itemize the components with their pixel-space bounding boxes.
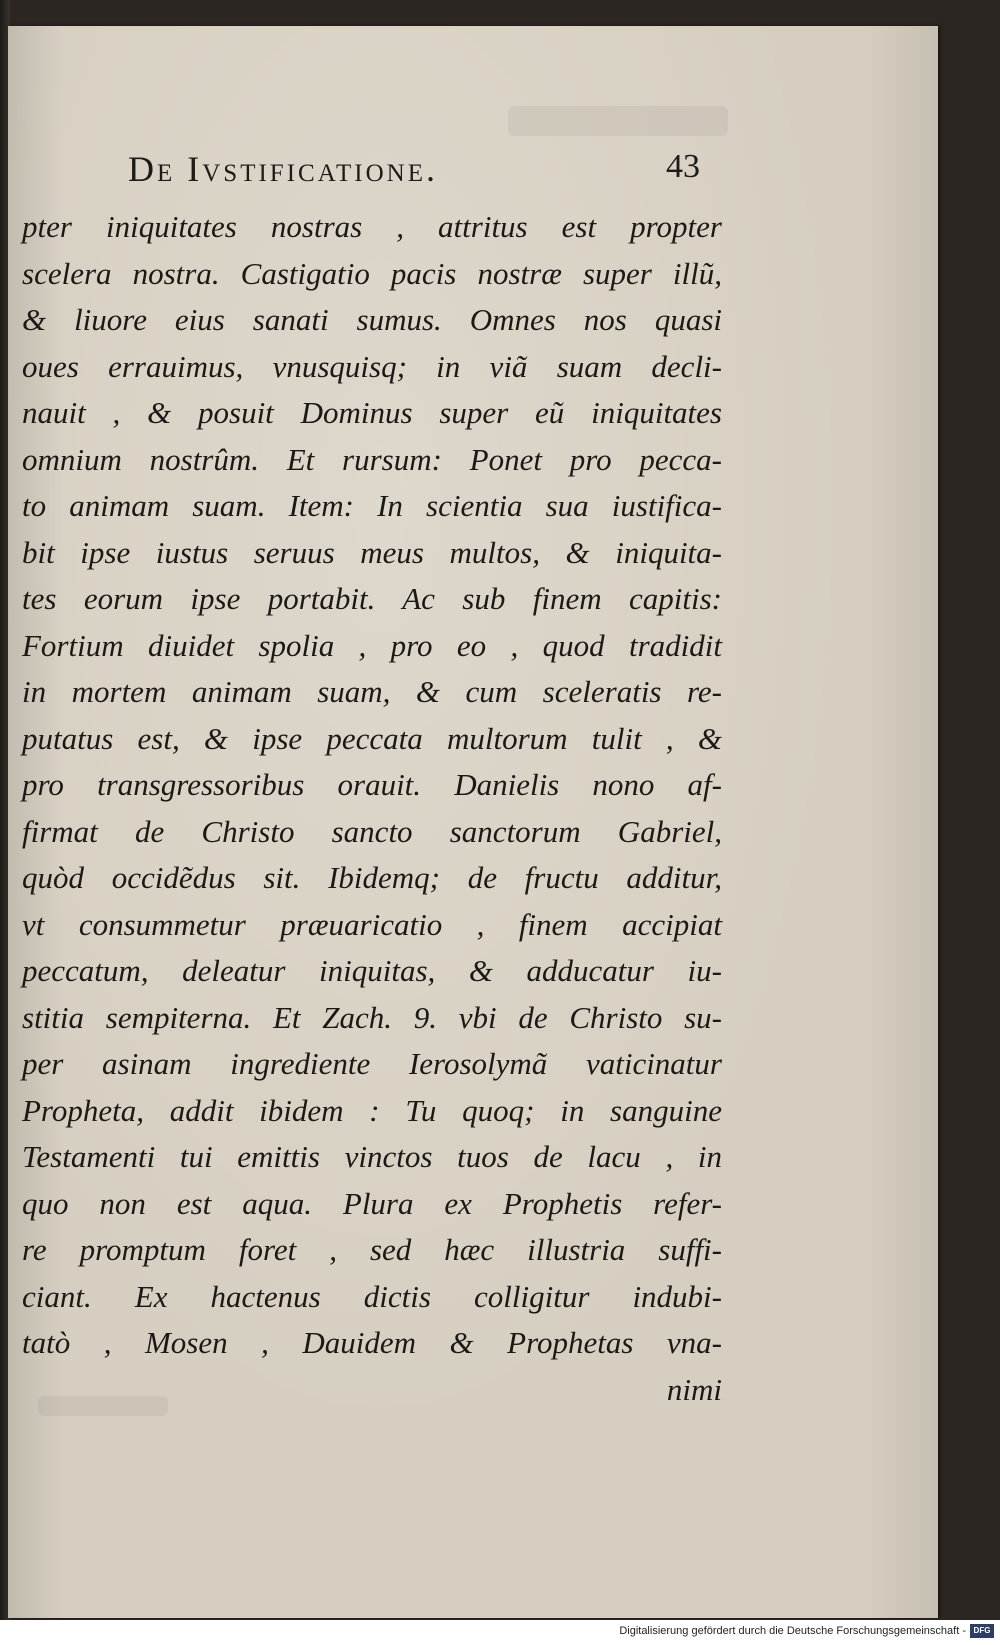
digitization-footer [0,1620,1000,1645]
text-line: bit ipse iustus seruus meus multos, & iniquita- [22,534,722,570]
text-line: Testamenti tui emittis vinctos tuos de lacu , in [22,1139,722,1174]
text-line: re promptum foret , sed hæc illustria suffi- [22,1232,722,1267]
text-line: pro transgressoribus orauit. Danielis nono af- [22,767,722,802]
catchword: nimi [666,1371,722,1407]
body-text [22,204,722,1413]
page-number: 43 [666,148,700,185]
text-line: tatò , Mosen , Dauidem & Prophetas vna- [22,1325,722,1360]
dfg-logo: DFG [970,1624,994,1638]
text-line: to animam suam. Item: In scientia sua iustifica- [22,488,722,523]
text-line: pter iniquitates nostras , attritus est propter [22,209,722,244]
bleed-through-mark [508,106,728,136]
text-line: firmat de Christo sancto sanctorum Gabriel, [22,813,722,849]
text-line: Propheta, addit ibidem : Tu quoq; in sanguine [22,1092,722,1128]
text-line: omnium nostrûm. Et rursum: Ponet pro pecca- [22,441,722,477]
running-title: De Ivstificatione. [128,149,438,189]
text-line: vt consummetur præuaricatio , finem accipiat [22,906,722,942]
text-line: stitia sempiterna. Et Zach. 9. vbi de Christo su- [22,999,722,1035]
running-head [118,134,718,190]
text-line: quòd occidẽdus sit. Ibidemq; de fructu additur, [22,860,722,895]
text-line: quo non est aqua. Plura ex Prophetis refer- [22,1185,722,1221]
text-line: scelera nostra. Castigatio pacis nostræ super illũ, [22,255,722,291]
text-line: Fortium diuidet spolia , pro eo , quod tradidit [22,627,722,663]
text-line: per asinam ingrediente Ierosolymã vaticinatur [22,1046,722,1081]
text-line: nauit , & posuit Dominus super eũ iniquitates [22,395,722,430]
text-line: putatus est, & ipse peccata multorum tulit , & [22,720,722,756]
text-line: peccatum, deleatur iniquitas, & adducatur iu- [22,953,722,988]
book-page [8,26,938,1618]
text-line: tes eorum ipse portabit. Ac sub finem capitis: [22,581,722,616]
text-line: oues errauimus, vnusquisq; in viã suam decli- [22,348,722,384]
text-line: ciant. Ex hactenus dictis colligitur indubi- [22,1278,722,1314]
text-line: in mortem animam suam, & cum sceleratis re- [22,674,722,709]
text-line: & liuore eius sanati sumus. Omnes nos quasi [22,302,722,337]
funding-credit: Digitalisierung gefördert durch die Deutsche Forschungsgemeinschaft - [619,1625,966,1637]
